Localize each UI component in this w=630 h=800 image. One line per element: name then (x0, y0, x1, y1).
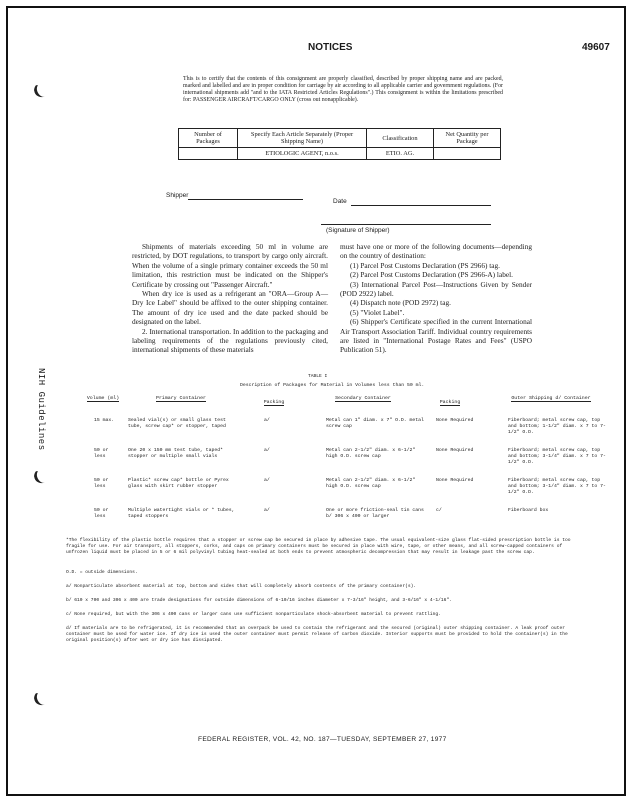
row3-secondary: Metal can 2-1/2" diam. x 6-1/2" high O.D. screw cap (326, 478, 416, 490)
page-number: 49607 (582, 42, 610, 53)
side-label: NIH Guidelines (36, 368, 46, 451)
cell-article: ETIOLOGIC AGENT, n.o.s. (238, 148, 367, 160)
row4-packing-2: c/ (436, 508, 442, 513)
body-left-column (132, 242, 328, 355)
footnote-d: d/ If materials are to be refrigerated, it is recommended that an overpack be used to contain the refrigerant and the secured (original) outer shipping container. A leak proof outer container must be used for water ice. If dry ice is used the outer container must permit release of carbon dioxide. Interior supports must be provided to hold the container(s) in the original position(s) after wet or dry ice has dissipated. (66, 626, 568, 643)
paragraph: (3) International Parcel Post—Instructions Given by Sender (POD 2922) label. (340, 279, 532, 299)
table-header-packing-2: Packing (439, 400, 461, 405)
cell-classification: ETIO. AG. (367, 148, 434, 160)
paragraph: (4) Dispatch note (POD 2972) tag. (350, 298, 451, 308)
header-net-quantity: Net Quantity per Package (434, 129, 501, 148)
paragraph: Shipments of materials exceeding 50 ml in volume are restricted, by DOT regulations, to transport by cargo only aircraft. When the volume of a single primary container exceeds the 50 ml limitation, this restriction must be indicated on the Shipper's Certificate by crossing out "Passenger Aircraft." (132, 242, 328, 289)
date-line (351, 205, 491, 206)
row1-secondary: Metal can 1" diam. x 7" O.D. metal screw cap (326, 418, 424, 430)
row4-primary: Multiple watertight vials or * tubes, taped stoppers (128, 508, 235, 520)
row3-volume: 50 or less (94, 478, 109, 490)
footnote-od: O.D. = outside dimensions. (66, 570, 138, 575)
row4-volume: 50 or less (94, 508, 109, 520)
table-header-packing-1: Packing (263, 400, 285, 405)
document-page (6, 6, 626, 796)
header-classification: Classification (367, 129, 434, 148)
row2-outer: Fiberboard; metal screw cap, top and bottom; 3-1/4" diam. x 7 to 7-1/2" O.D. (508, 448, 606, 466)
body-right-column (340, 242, 532, 355)
shipper-line (188, 199, 303, 200)
table-header-volume: Volume (ml) (86, 396, 120, 401)
header-number-of-packages: Number of Packages (179, 129, 238, 148)
shipper-label: Shipper (166, 192, 189, 199)
table-caption: TABLE I (308, 374, 328, 379)
paragraph: 2. International transportation. In addition to the packaging and labeling requirements of the regulations previously cited, international shipments of these materials (132, 326, 328, 355)
paragraph: must have one or more of the following documents—depending on the country of destination: (340, 242, 532, 261)
row2-volume: 50 or less (94, 448, 109, 460)
paragraph: (5) "Violet Label". (350, 307, 405, 317)
row2-packing: a/ (264, 448, 270, 453)
paragraph: (6) Shipper's Certificate specified in the current International Air Transport Association Tariff. Individual country requirements are listed in "International Postage Rates and Fees" (USPO Publication 51). (340, 317, 532, 355)
footnote-a: a/ Nonparticulate absorbent material at top, bottom and sides that will completely absorb contents of the primary container(s). (66, 584, 417, 589)
page-title: NOTICES (308, 42, 353, 53)
row2-secondary: Metal can 2-1/2" diam. x 6-1/2" high O.D. screw cap (326, 448, 416, 460)
signature-line (321, 224, 491, 225)
cell-quantity (434, 148, 501, 160)
row3-outer: Fiberboard; metal screw cap, top and bottom; 3-1/4" diam. x 7 to 7-1/2" O.D. (508, 478, 606, 496)
row4-secondary: One or more friction-seal tin cans b/ 306 x 400 or larger (326, 508, 424, 520)
row1-packing-2: None Required (436, 418, 474, 423)
row1-primary: Sealed vial(s) or small glass test tube, screw cap* or stopper, taped (128, 418, 226, 430)
punch-hole-bottom (32, 688, 53, 708)
paragraph: When dry ice is used as a refrigerant an "ORA—Group A—Dry Ice Label" should be affixed to the outer shipping container. The amount of dry ice used and the date packed should be designated on the label. (132, 289, 328, 327)
page-footer: FEDERAL REGISTER, VOL. 42, NO. 187—TUESDAY, SEPTEMBER 27, 1977 (198, 736, 447, 743)
row4-outer: Fiberboard box (508, 508, 549, 513)
table-header-outer: Outer Shipping d/ Container (511, 396, 591, 401)
date-label: Date (333, 198, 347, 205)
footnote-b: b/ 610 x 700 and 306 x 400 are trade designations for outside dimensions of 6-10/16 inches diameter x 7-3/16" height, and 3-6/16" x 4-1/16". (66, 598, 452, 603)
row4-packing: a/ (264, 508, 270, 513)
footnote-flexibility: *The flexibility of the plastic bottle requires that a stopper or screw cap be secured in place by adhesive tape. The usual equivalent-size glass flat-sided prescription bottle is too fragile for use. For air transport, all stoppers, corks, and caps on primary containers must be secured in place with wire, tape, or other means, and all screw-capped containers of unfrozen liquid must be placed in 5 or 6 mil polyvinyl tubing heat-sealed at both ends to prevent atmospheric decompression that may result in leakage past the screw cap. (66, 538, 571, 555)
cell-packages (179, 148, 238, 160)
punch-hole-middle (32, 466, 53, 486)
shipping-declaration-table (178, 128, 501, 160)
row3-packing: a/ (264, 478, 270, 483)
header-article: Specify Each Article Separately (Proper Shipping Name) (238, 129, 367, 148)
row3-primary: Plastic* screw cap* bottle or Pyrex glass with skirt rubber stopper (128, 478, 229, 490)
paragraph: (2) Parcel Post Customs Declaration (PS 2966-A) label. (350, 270, 513, 280)
row2-primary: One 20 x 150 mm test tube, taped* stopper or multiple small vials (128, 448, 223, 460)
signature-label: (Signature of Shipper) (326, 227, 390, 234)
certification-text: This is to certify that the contents of this consignment are properly classified, described by proper shipping name and are packed, marked and labelled and are in proper condition for carriage by air according to all applicable carrier and government regulations. (For international shipments add "and to the IATA Restricted Articles Regulations".) This consignment is within the limitations prescribed for: PASSENGER AIRCRAFT/CARGO ONLY (cross out nonapplicable). (183, 76, 503, 103)
table-subtitle: Description of Packages for Material in Volumes less than 50 ml. (240, 383, 425, 388)
row1-outer: Fiberboard; metal screw cap, top and bottom; 1-1/2" diam. x 7 to 7-1/2" O.D. (508, 418, 606, 436)
paragraph: (1) Parcel Post Customs Declaration (PS 2966) tag. (350, 260, 500, 270)
row1-packing: a/ (264, 418, 270, 423)
punch-hole-top (32, 80, 53, 100)
row3-packing-2: None Required (436, 478, 474, 483)
row2-packing-2: None Required (436, 448, 474, 453)
row1-volume: 15 max. (94, 418, 115, 423)
footnote-c: c/ None required, but with the 306 x 400 cans or larger cans use sufficient nonparticulate shock-absorbent material to prevent rattling. (66, 612, 441, 617)
table-header-secondary: Secondary Container (335, 396, 391, 401)
table-header-primary: Primary Container (156, 396, 206, 401)
